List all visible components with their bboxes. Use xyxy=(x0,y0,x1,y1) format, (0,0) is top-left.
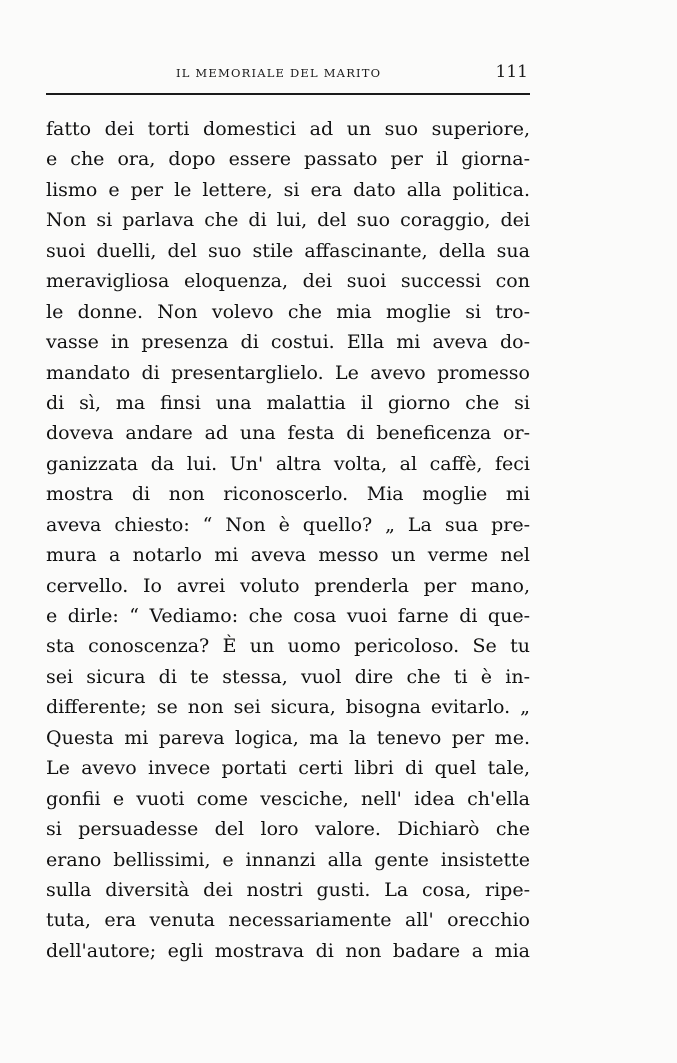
text-line: e che ora, dopo essere passato per il giorna- xyxy=(46,148,530,171)
text-line: sulla diversità dei nostri gusti. La cosa, ripe- xyxy=(46,878,530,901)
text-line: dell'autore; egli mostrava di non badare a mia xyxy=(46,939,530,962)
header-rule xyxy=(46,93,530,95)
text-line: sta conoscenza? È un uomo pericoloso. Se tu xyxy=(46,635,530,658)
text-line: vasse in presenza di costui. Ella mi aveva do- xyxy=(46,331,530,354)
text-line: differente; se non sei sicura, bisogna evitarlo. „ xyxy=(46,696,530,719)
text-line: mandato di presentarglielo. Le avevo promesso xyxy=(46,361,530,384)
text-line: le donne. Non volevo che mia moglie si tro- xyxy=(46,300,530,323)
text-line: doveva andare ad una festa di beneficenza or- xyxy=(46,422,530,445)
text-line: Le avevo invece portati certi libri di quel tale, xyxy=(46,757,530,780)
text-line: tuta, era venuta necessariamente all' orecchio xyxy=(46,909,530,932)
text-line: sei sicura di te stessa, vuol dire che ti è in- xyxy=(46,665,530,688)
text-line: di sì, ma finsi una malattia il giorno che si xyxy=(46,391,530,414)
text-line: suoi duelli, del suo stile affascinante, della sua xyxy=(46,239,530,262)
page-header xyxy=(46,58,530,90)
text-line: lismo e per le lettere, si era dato alla politica. xyxy=(46,178,530,201)
text-line: mostra di non riconoscerlo. Mia moglie mi xyxy=(46,483,530,506)
text-line: erano bellissimi, e innanzi alla gente insistette xyxy=(46,848,530,871)
text-line: cervello. Io avrei voluto prenderla per mano, xyxy=(46,574,530,597)
text-line: meravigliosa eloquenza, dei suoi successi con xyxy=(46,270,530,293)
text-line: mura a notarlo mi aveva messo un verme nel xyxy=(46,544,530,567)
running-title: IL MEMORIALE DEL MARITO xyxy=(176,66,382,80)
text-line: si persuadesse del loro valore. Dichiarò che xyxy=(46,818,530,841)
text-line: e dirle: “ Vediamo: che cosa vuoi farne di que- xyxy=(46,605,530,627)
text-line: Questa mi pareva logica, ma la tenevo per me. xyxy=(46,726,530,749)
text-line: fatto dei torti domestici ad un suo superiore, xyxy=(46,118,530,140)
text-line: ganizzata da lui. Un' altra volta, al caffè, feci xyxy=(46,452,530,475)
text-line: gonfii e vuoti come vesciche, nell' idea ch'ella xyxy=(46,787,530,810)
body-text xyxy=(46,114,530,966)
text-line: Non si parlava che di lui, del suo coraggio, dei xyxy=(46,209,530,232)
text-line: aveva chiesto: “ Non è quello? „ La sua pre- xyxy=(46,513,530,536)
page-number: 111 xyxy=(495,62,528,82)
